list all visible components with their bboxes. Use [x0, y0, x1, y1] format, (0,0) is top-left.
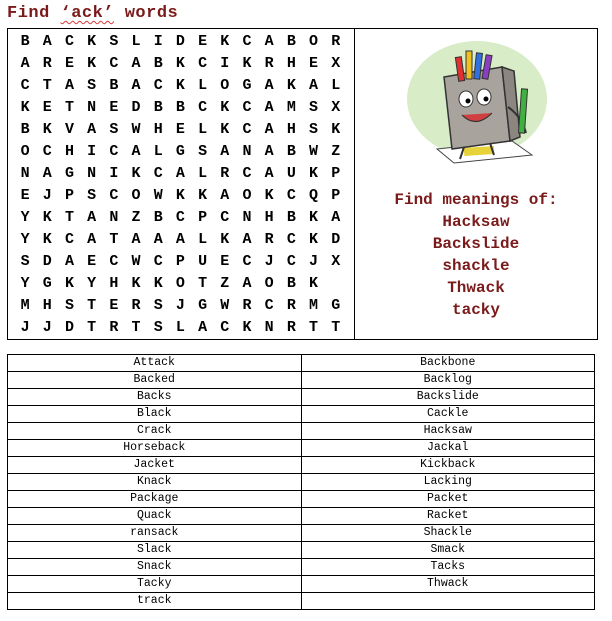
grid-letter[interactable]: L: [198, 121, 208, 138]
grid-letter[interactable]: H: [264, 209, 274, 226]
grid-letter[interactable]: K: [131, 165, 141, 182]
grid-letter[interactable]: K: [175, 55, 185, 72]
grid-letter[interactable]: S: [109, 33, 119, 50]
grid-row: [14, 185, 354, 207]
grid-letter[interactable]: K: [309, 165, 319, 182]
grid-letter[interactable]: X: [331, 55, 341, 72]
grid-letter[interactable]: S: [20, 253, 30, 270]
grid-letter[interactable]: K: [175, 77, 185, 94]
grid-letter[interactable]: A: [264, 143, 274, 160]
grid-letter[interactable]: G: [198, 297, 208, 314]
grid-letter[interactable]: J: [309, 253, 319, 270]
grid-letter[interactable]: J: [264, 253, 274, 270]
grid-letter[interactable]: T: [198, 275, 208, 292]
grid-letter[interactable]: K: [64, 275, 74, 292]
grid-letter[interactable]: M: [309, 297, 319, 314]
word-cell-left: Package: [8, 491, 302, 508]
word-cell-left: Quack: [8, 508, 302, 525]
grid-letter[interactable]: L: [131, 33, 141, 50]
word-row: [8, 372, 595, 389]
word-cell-right: Backlog: [301, 372, 595, 389]
grid-row: [14, 97, 354, 119]
word-cell-left: track: [8, 593, 302, 610]
grid-letter[interactable]: O: [220, 77, 230, 94]
word-cell-left: Knack: [8, 474, 302, 491]
grid-letter[interactable]: A: [131, 77, 141, 94]
word-cell-left: Snack: [8, 559, 302, 576]
grid-letter[interactable]: C: [109, 253, 119, 270]
grid-letter[interactable]: M: [286, 99, 296, 116]
pencil-box-clipart: [402, 37, 552, 167]
grid-letter[interactable]: K: [20, 99, 30, 116]
grid-letter[interactable]: T: [331, 319, 341, 336]
grid-letter[interactable]: G: [331, 297, 341, 314]
grid-letter[interactable]: L: [331, 77, 341, 94]
word-cell-right: Smack: [301, 542, 595, 559]
word-cell-right: Shackle: [301, 525, 595, 542]
grid-letter[interactable]: J: [42, 187, 52, 204]
grid-letter[interactable]: R: [264, 55, 274, 72]
grid-letter[interactable]: K: [242, 319, 252, 336]
grid-letter[interactable]: A: [131, 143, 141, 160]
word-cell-right: Packet: [301, 491, 595, 508]
grid-letter[interactable]: O: [264, 275, 274, 292]
grid-letter[interactable]: B: [20, 121, 30, 138]
grid-letter[interactable]: A: [175, 231, 185, 248]
grid-letter[interactable]: X: [331, 99, 341, 116]
grid-row: [14, 317, 354, 339]
word-row: [8, 525, 595, 542]
grid-letter[interactable]: S: [87, 77, 97, 94]
meanings-list: [355, 189, 597, 321]
grid-letter[interactable]: G: [64, 165, 74, 182]
grid-letter[interactable]: C: [242, 99, 252, 116]
grid-letter[interactable]: S: [309, 99, 319, 116]
grid-letter[interactable]: A: [264, 33, 274, 50]
meaning-word: Thwack: [447, 279, 505, 297]
grid-letter[interactable]: N: [109, 209, 119, 226]
word-list-table: [7, 354, 595, 610]
grid-letter[interactable]: N: [242, 143, 252, 160]
grid-letter[interactable]: K: [309, 209, 319, 226]
grid-row: [14, 141, 354, 163]
grid-letter[interactable]: V: [64, 121, 74, 138]
grid-letter[interactable]: W: [131, 121, 141, 138]
grid-letter[interactable]: Y: [20, 275, 30, 292]
grid-letter[interactable]: S: [198, 143, 208, 160]
grid-letter[interactable]: K: [153, 275, 163, 292]
grid-letter[interactable]: K: [242, 55, 252, 72]
word-row: [8, 355, 595, 372]
grid-letter[interactable]: P: [198, 209, 208, 226]
grid-letter[interactable]: A: [242, 231, 252, 248]
grid-letter[interactable]: C: [198, 99, 208, 116]
grid-letter[interactable]: T: [131, 319, 141, 336]
meaning-word: shackle: [442, 257, 510, 275]
letter-grid-cell: [8, 29, 355, 340]
grid-letter[interactable]: C: [153, 77, 163, 94]
word-cell-left: Slack: [8, 542, 302, 559]
grid-letter[interactable]: T: [64, 209, 74, 226]
word-cell-left: Horseback: [8, 440, 302, 457]
word-cell-left: Jacket: [8, 457, 302, 474]
grid-letter[interactable]: I: [87, 143, 97, 160]
grid-letter[interactable]: A: [264, 77, 274, 94]
grid-letter[interactable]: E: [175, 121, 185, 138]
grid-letter[interactable]: C: [64, 231, 74, 248]
word-row: [8, 457, 595, 474]
word-row: [8, 440, 595, 457]
grid-letter[interactable]: W: [131, 253, 141, 270]
grid-letter[interactable]: E: [42, 99, 52, 116]
grid-letter[interactable]: R: [286, 319, 296, 336]
grid-letter[interactable]: C: [42, 143, 52, 160]
grid-letter[interactable]: L: [175, 319, 185, 336]
grid-letter[interactable]: T: [87, 297, 97, 314]
grid-letter[interactable]: S: [87, 187, 97, 204]
grid-letter[interactable]: S: [64, 297, 74, 314]
grid-letter[interactable]: A: [220, 143, 230, 160]
grid-letter[interactable]: Z: [131, 209, 141, 226]
grid-letter[interactable]: S: [153, 297, 163, 314]
grid-letter[interactable]: I: [153, 33, 163, 50]
grid-letter[interactable]: C: [198, 55, 208, 72]
meanings-heading: Find meanings of:: [394, 191, 558, 209]
grid-row: [14, 163, 354, 185]
word-cell-right: Hacksaw: [301, 423, 595, 440]
grid-letter[interactable]: P: [175, 253, 185, 270]
grid-letter[interactable]: C: [242, 165, 252, 182]
grid-letter[interactable]: E: [309, 55, 319, 72]
grid-letter[interactable]: A: [131, 55, 141, 72]
grid-letter[interactable]: E: [198, 33, 208, 50]
grid-letter[interactable]: B: [286, 209, 296, 226]
grid-letter[interactable]: L: [153, 143, 163, 160]
grid-letter[interactable]: A: [153, 231, 163, 248]
grid-letter[interactable]: R: [264, 231, 274, 248]
grid-letter[interactable]: A: [198, 319, 208, 336]
meaning-word: Backslide: [432, 235, 520, 253]
grid-letter[interactable]: X: [331, 253, 341, 270]
grid-letter[interactable]: W: [309, 143, 319, 160]
grid-letter[interactable]: Z: [220, 275, 230, 292]
meaning-word: tacky: [451, 301, 500, 319]
word-cell-left: Crack: [8, 423, 302, 440]
word-row: [8, 593, 595, 610]
grid-letter[interactable]: C: [153, 253, 163, 270]
grid-row: [14, 273, 354, 295]
grid-letter[interactable]: C: [109, 187, 119, 204]
grid-letter[interactable]: A: [220, 187, 230, 204]
grid-letter[interactable]: C: [242, 33, 252, 50]
grid-letter[interactable]: L: [198, 165, 208, 182]
grid-letter[interactable]: D: [42, 253, 52, 270]
grid-row: [14, 119, 354, 141]
grid-letter[interactable]: D: [64, 319, 74, 336]
grid-letter[interactable]: K: [175, 187, 185, 204]
word-cell-right: Backbone: [301, 355, 595, 372]
grid-letter[interactable]: L: [198, 231, 208, 248]
grid-letter[interactable]: A: [131, 231, 141, 248]
grid-letter[interactable]: Z: [331, 143, 341, 160]
grid-letter[interactable]: C: [242, 253, 252, 270]
grid-letter[interactable]: D: [131, 99, 141, 116]
grid-row: [14, 229, 354, 251]
word-row: [8, 406, 595, 423]
grid-letter[interactable]: B: [286, 143, 296, 160]
grid-row: [14, 53, 354, 75]
grid-letter[interactable]: H: [64, 143, 74, 160]
grid-letter[interactable]: O: [242, 187, 252, 204]
grid-letter[interactable]: Y: [20, 209, 30, 226]
grid-letter[interactable]: P: [64, 187, 74, 204]
grid-letter[interactable]: Y: [20, 231, 30, 248]
grid-letter[interactable]: A: [309, 77, 319, 94]
grid-letter[interactable]: T: [87, 319, 97, 336]
grid-letter[interactable]: K: [87, 55, 97, 72]
grid-letter[interactable]: C: [220, 209, 230, 226]
grid-letter[interactable]: K: [220, 121, 230, 138]
grid-letter[interactable]: A: [175, 165, 185, 182]
word-cell-right: Tacks: [301, 559, 595, 576]
grid-letter[interactable]: A: [242, 275, 252, 292]
word-cell-left: Backed: [8, 372, 302, 389]
grid-letter[interactable]: B: [153, 55, 163, 72]
grid-letter[interactable]: A: [64, 253, 74, 270]
word-cell-right: Racket: [301, 508, 595, 525]
word-row: [8, 508, 595, 525]
grid-letter[interactable]: N: [87, 165, 97, 182]
word-cell-right: [301, 593, 595, 610]
word-row: [8, 542, 595, 559]
grid-letter[interactable]: T: [64, 99, 74, 116]
grid-letter[interactable]: B: [153, 99, 163, 116]
word-row: [8, 559, 595, 576]
grid-letter[interactable]: K: [220, 99, 230, 116]
grid-letter[interactable]: T: [109, 231, 119, 248]
grid-row: [14, 75, 354, 97]
grid-letter[interactable]: K: [264, 187, 274, 204]
word-cell-right: Thwack: [301, 576, 595, 593]
grid-letter[interactable]: A: [20, 55, 30, 72]
grid-letter[interactable]: E: [64, 55, 74, 72]
word-row: [8, 423, 595, 440]
grid-letter[interactable]: L: [198, 77, 208, 94]
grid-letter[interactable]: S: [109, 121, 119, 138]
grid-letter[interactable]: R: [109, 319, 119, 336]
grid-letter[interactable]: R: [242, 297, 252, 314]
grid-letter[interactable]: C: [286, 187, 296, 204]
grid-letter[interactable]: A: [264, 165, 274, 182]
grid-row: [14, 295, 354, 317]
grid-letter[interactable]: B: [109, 77, 119, 94]
grid-letter[interactable]: K: [309, 231, 319, 248]
grid-letter[interactable]: A: [42, 165, 52, 182]
grid-letter[interactable]: R: [331, 33, 341, 50]
meaning-word: Hacksaw: [442, 213, 510, 231]
grid-letter[interactable]: R: [42, 55, 52, 72]
grid-letter[interactable]: E: [20, 187, 30, 204]
grid-letter[interactable]: N: [242, 209, 252, 226]
puzzle-table: [7, 28, 598, 340]
grid-letter[interactable]: R: [286, 297, 296, 314]
word-cell-right: Backslide: [301, 389, 595, 406]
grid-letter[interactable]: E: [87, 253, 97, 270]
grid-letter[interactable]: P: [331, 165, 341, 182]
word-row: [8, 389, 595, 406]
grid-letter[interactable]: C: [20, 77, 30, 94]
grid-letter[interactable]: A: [87, 231, 97, 248]
word-row: [8, 474, 595, 491]
grid-letter[interactable]: J: [20, 319, 30, 336]
grid-letter[interactable]: T: [42, 77, 52, 94]
grid-letter[interactable]: I: [220, 55, 230, 72]
grid-letter[interactable]: S: [309, 121, 319, 138]
grid-letter[interactable]: C: [153, 165, 163, 182]
grid-letter[interactable]: Y: [87, 275, 97, 292]
grid-letter[interactable]: I: [109, 165, 119, 182]
grid-letter[interactable]: K: [309, 275, 319, 292]
word-cell-left: Tacky: [8, 576, 302, 593]
grid-letter[interactable]: W: [220, 297, 230, 314]
grid-letter[interactable]: R: [131, 297, 141, 314]
grid-letter[interactable]: K: [220, 33, 230, 50]
grid-letter[interactable]: K: [42, 121, 52, 138]
word-cell-left: Backs: [8, 389, 302, 406]
word-cell-right: Lacking: [301, 474, 595, 491]
grid-letter[interactable]: G: [242, 77, 252, 94]
grid-letter[interactable]: C: [109, 55, 119, 72]
word-row: [8, 491, 595, 508]
grid-letter[interactable]: C: [264, 297, 274, 314]
grid-letter[interactable]: B: [286, 275, 296, 292]
grid-letter[interactable]: N: [264, 319, 274, 336]
grid-letter[interactable]: A: [331, 209, 341, 226]
letter-grid[interactable]: [14, 31, 354, 339]
grid-letter[interactable]: K: [331, 121, 341, 138]
grid-letter[interactable]: N: [87, 99, 97, 116]
grid-letter[interactable]: C: [242, 121, 252, 138]
grid-letter[interactable]: A: [87, 121, 97, 138]
word-cell-left: ransack: [8, 525, 302, 542]
grid-letter[interactable]: C: [286, 253, 296, 270]
grid-letter[interactable]: W: [153, 187, 163, 204]
grid-letter[interactable]: C: [64, 33, 74, 50]
grid-row: [14, 207, 354, 229]
grid-letter[interactable]: O: [175, 275, 185, 292]
grid-letter[interactable]: A: [42, 33, 52, 50]
grid-letter[interactable]: E: [109, 297, 119, 314]
grid-letter[interactable]: G: [175, 143, 185, 160]
grid-letter[interactable]: J: [42, 319, 52, 336]
grid-letter[interactable]: G: [42, 275, 52, 292]
grid-letter[interactable]: H: [286, 121, 296, 138]
grid-letter[interactable]: H: [42, 297, 52, 314]
grid-letter[interactable]: R: [220, 165, 230, 182]
grid-letter[interactable]: P: [331, 187, 341, 204]
grid-letter[interactable]: K: [42, 231, 52, 248]
grid-letter[interactable]: A: [264, 99, 274, 116]
grid-letter[interactable]: B: [20, 33, 30, 50]
grid-letter[interactable]: C: [175, 209, 185, 226]
grid-letter[interactable]: H: [153, 121, 163, 138]
grid-letter[interactable]: M: [20, 297, 30, 314]
grid-letter[interactable]: K: [87, 33, 97, 50]
grid-letter[interactable]: A: [264, 121, 274, 138]
word-cell-right: Jackal: [301, 440, 595, 457]
grid-letter[interactable]: B: [175, 99, 185, 116]
grid-letter[interactable]: H: [109, 275, 119, 292]
word-row: [8, 576, 595, 593]
grid-letter[interactable]: D: [175, 33, 185, 50]
grid-letter[interactable]: K: [220, 231, 230, 248]
grid-letter[interactable]: S: [153, 319, 163, 336]
grid-letter[interactable]: U: [286, 165, 296, 182]
grid-letter[interactable]: O: [131, 187, 141, 204]
grid-row: [14, 31, 354, 53]
grid-letter[interactable]: N: [20, 165, 30, 182]
grid-letter[interactable]: A: [87, 209, 97, 226]
grid-letter[interactable]: U: [198, 253, 208, 270]
grid-letter[interactable]: D: [331, 231, 341, 248]
grid-letter[interactable]: A: [64, 77, 74, 94]
worksheet-title: Find ‘ack’ words: [7, 4, 179, 23]
grid-letter[interactable]: O: [309, 33, 319, 50]
grid-letter[interactable]: K: [42, 209, 52, 226]
clipart-cell: [355, 29, 598, 340]
grid-row: [14, 251, 354, 273]
word-cell-left: Attack: [8, 355, 302, 372]
grid-letter[interactable]: O: [20, 143, 30, 160]
grid-letter[interactable]: B: [153, 209, 163, 226]
grid-letter[interactable]: J: [175, 297, 185, 314]
word-cell-right: Cackle: [301, 406, 595, 423]
word-cell-right: Kickback: [301, 457, 595, 474]
grid-letter[interactable]: K: [286, 77, 296, 94]
grid-letter[interactable]: T: [309, 319, 319, 336]
grid-letter[interactable]: B: [286, 33, 296, 50]
grid-letter[interactable]: E: [109, 99, 119, 116]
grid-letter[interactable]: C: [286, 231, 296, 248]
grid-letter[interactable]: K: [198, 187, 208, 204]
grid-letter[interactable]: E: [220, 253, 230, 270]
grid-letter[interactable]: C: [220, 319, 230, 336]
grid-letter[interactable]: K: [131, 275, 141, 292]
word-cell-left: Black: [8, 406, 302, 423]
grid-letter[interactable]: H: [286, 55, 296, 72]
grid-letter[interactable]: Q: [309, 187, 319, 204]
grid-letter[interactable]: C: [109, 143, 119, 160]
